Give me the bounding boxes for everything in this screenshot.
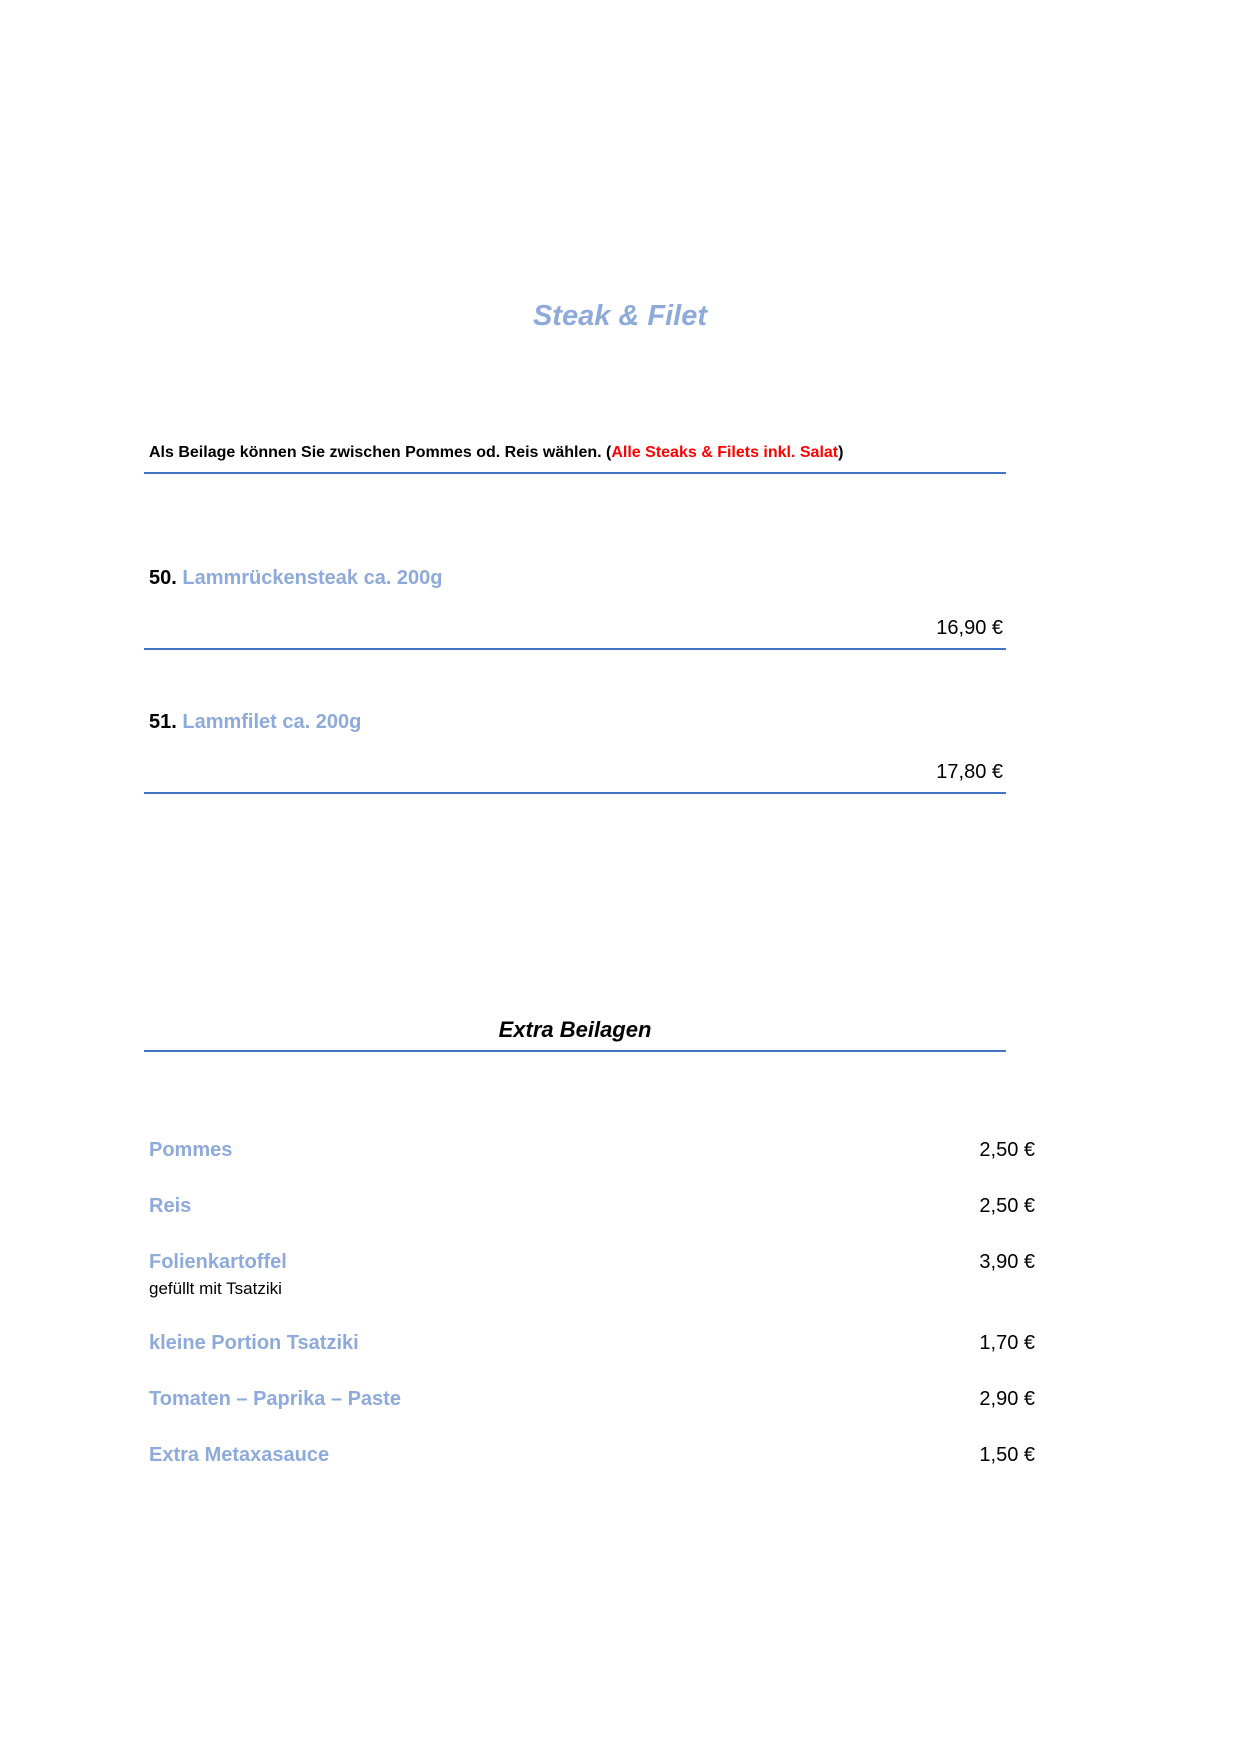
menu-item-title — [149, 711, 361, 734]
salad-included-note: Alle Steaks & Filets inkl. Salat — [611, 444, 839, 461]
extra-item-name: Tomaten – Paprika – Paste — [149, 1388, 401, 1410]
menu-item-price: 17,80 € — [936, 761, 1003, 783]
menu-item-name: Lammrückensteak ca. 200g — [176, 567, 443, 589]
extra-item-name: Folienkartoffel — [149, 1251, 287, 1273]
extra-item-price: 1,70 € — [979, 1332, 1035, 1354]
extra-item-name: Reis — [149, 1195, 192, 1217]
menu-item-number: 51. — [149, 711, 177, 733]
menu-item-price: 16,90 € — [936, 617, 1003, 639]
menu-item-title — [149, 567, 443, 590]
extra-item-price: 2,90 € — [979, 1388, 1035, 1410]
divider — [144, 472, 1006, 474]
extra-item-name: Pommes — [149, 1139, 233, 1161]
divider — [144, 1050, 1006, 1052]
side-dish-note — [149, 444, 843, 462]
extra-item-price: 2,50 € — [979, 1139, 1035, 1161]
side-dish-note-text: Als Beilage können Sie zwischen Pommes od. Reis wählen. ( — [149, 444, 612, 461]
extra-item-description: gefüllt mit Tsatziki — [149, 1279, 282, 1298]
menu-item-number: 50. — [149, 567, 177, 589]
side-dish-note-close: ) — [838, 444, 844, 461]
extra-item-price: 1,50 € — [979, 1444, 1035, 1466]
page-title: Steak & Filet — [532, 300, 708, 332]
extra-item-name: kleine Portion Tsatziki — [149, 1332, 359, 1354]
extra-item-price: 2,50 € — [979, 1195, 1035, 1217]
divider — [144, 648, 1006, 650]
section-title: Extra Beilagen — [498, 1017, 652, 1042]
extra-item-name: Extra Metaxasauce — [149, 1444, 330, 1466]
extra-item-price: 3,90 € — [979, 1251, 1035, 1273]
menu-item-name: Lammfilet ca. 200g — [176, 711, 362, 733]
divider — [144, 792, 1006, 794]
